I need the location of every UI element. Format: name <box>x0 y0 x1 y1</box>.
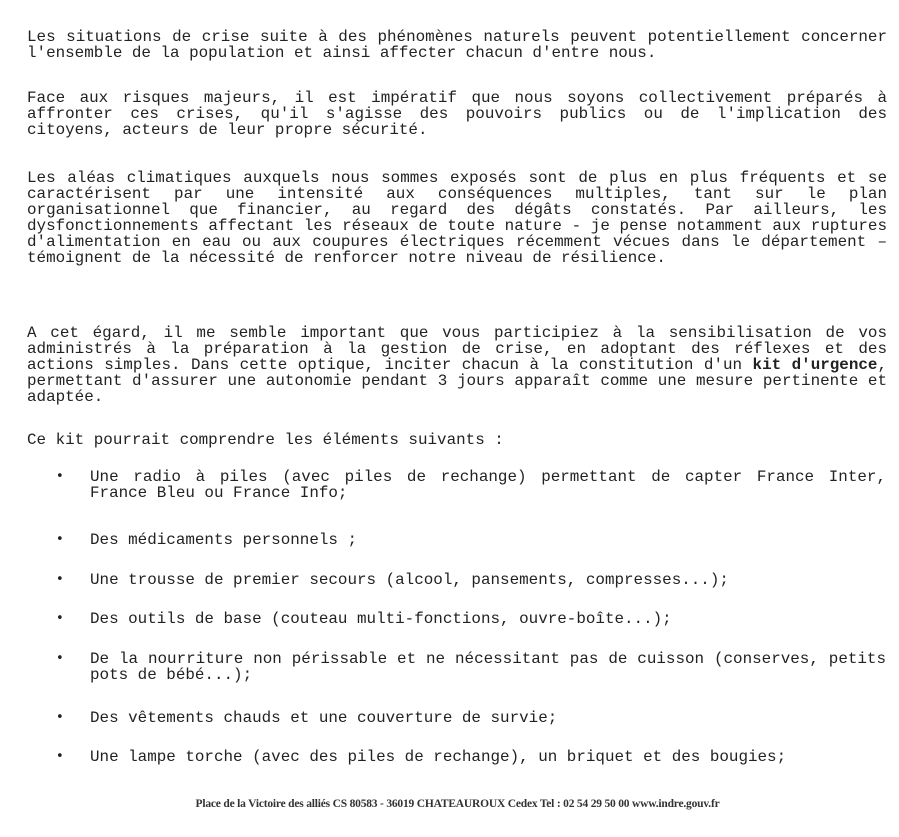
footer-address <box>0 796 899 812</box>
bullet-icon: • <box>56 469 64 484</box>
bullet-icon: • <box>56 532 64 547</box>
bullet-icon: • <box>56 651 64 666</box>
footer-address-text: Place de la Victoire des alliés CS 80583 - 36019 CHATEAUROUX Cedex Tel : 02 54 29 50 00 www.indre.gouv.fr <box>195 798 720 810</box>
paragraph-major-risks: Face aux risques majeurs, il est impératif que nous soyons collectivement préparés à affronter ces crises, qu'il s'agisse des pouvoirs publics ou de l'implication des citoyens, acteurs de leur propre sécurité. <box>27 89 887 139</box>
paragraph-emergency-kit-end: , permettant d'assurer une autonomie pendant 3 jours apparaît comme une mesure pertinente et adaptée. <box>27 356 888 406</box>
list-item-text: Des outils de base (couteau multi-fonctions, ouvre-boîte...); <box>90 610 672 628</box>
list-item-text: Une trousse de premier secours (alcool, pansements, compresses...); <box>90 571 729 589</box>
list-item-text: Une lampe torche (avec des piles de rechange), un briquet et des bougies; <box>90 748 787 766</box>
paragraph-emergency-kit <box>27 325 887 405</box>
bullet-icon: • <box>56 572 64 587</box>
bullet-icon: • <box>56 611 64 626</box>
bullet-icon: • <box>56 710 64 725</box>
paragraph-crisis-situations: Les situations de crise suite à des phénomènes naturels peuvent potentiellement concerner l'ensemble de la population et ainsi affecter chacun d'entre nous. <box>27 28 887 62</box>
bullet-icon: • <box>56 749 64 764</box>
list-item-text: Une radio à piles (avec piles de rechange) permettant de capter France Inter, France Bleu ou France Info; <box>90 468 886 502</box>
list-intro: Ce kit pourrait comprendre les éléments suivants : <box>27 431 504 449</box>
list-item-text: Des vêtements chauds et une couverture de survie; <box>90 709 558 727</box>
emergency-kit-bold-term: kit d'urgence <box>752 356 878 374</box>
paragraph-climate-hazards: Les aléas climatiques auxquels nous sommes exposés sont de plus en plus fréquents et se caractérisent par une intensité aux conséquences multiples, tant sur le plan organisationnel que financier, au regard des dégâts constatés. Par ailleurs, les dysfonctionnements affectant les réseaux de toute nature - je pense notamment aux ruptures d'alimentation en eau ou aux coupures électriques récemment vécues dans le département – témoignent de la nécessité de renforcer notre niveau de résilience. <box>27 169 887 267</box>
list-item-text: De la nourriture non périssable et ne nécessitant pas de cuisson (conserves, petits pots de bébé...); <box>90 650 886 684</box>
paragraph-emergency-kit-start: A cet égard, il me semble important que vous participiez à la sensibilisation de vos administrés à la préparation à la gestion de crise, en adoptant des réflexes et des actions simples. Dans cette optique, inciter chacun à la constitution d'un <box>27 324 887 374</box>
list-item-text: Des médicaments personnels ; <box>90 531 358 549</box>
